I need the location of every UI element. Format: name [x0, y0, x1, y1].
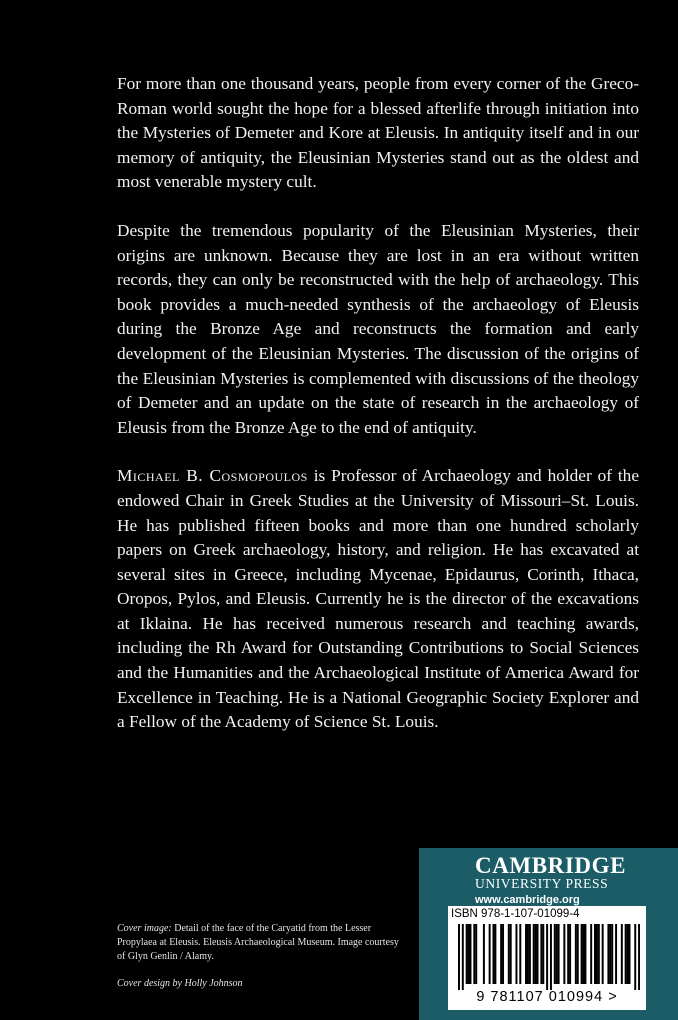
barcode-bar — [556, 924, 558, 984]
barcode-bar — [475, 924, 477, 984]
barcode-bar — [629, 924, 631, 984]
barcode-bar — [542, 924, 544, 984]
barcode-bar — [627, 924, 629, 984]
barcode-bar — [584, 924, 586, 984]
publisher-subname: UNIVERSITY PRESS — [475, 876, 609, 891]
barcode-graphic — [458, 924, 640, 990]
barcode-bar — [537, 924, 539, 984]
barcode-bar — [611, 924, 613, 984]
barcode-bar — [583, 924, 585, 984]
cover-design-text: Cover design by Holly Johnson — [117, 978, 243, 989]
cover-image-text: Detail of the face of the Caryatid from the Lesser Propylaea at Eleusis. Eleusis Archaeological Museum. Image courtesy of Glyn Genlin / Alamy. — [117, 923, 399, 962]
barcode-bar — [554, 924, 556, 984]
cover-image-label: Cover image: — [117, 923, 172, 934]
barcode-bar — [596, 924, 598, 984]
barcode-bar — [535, 924, 537, 984]
barcode-bar — [567, 924, 569, 984]
barcode-bar — [590, 924, 592, 984]
barcode-bar — [625, 924, 627, 984]
author-name: Michael B. Cosmopoulos — [117, 466, 308, 486]
barcode-bar — [527, 924, 529, 984]
barcode-bar — [581, 924, 583, 984]
barcode-bar — [607, 924, 609, 984]
barcode-bar — [473, 924, 475, 984]
barcode-digits: 9 781107 010994 — [476, 989, 604, 1005]
barcode-bar — [550, 924, 552, 990]
barcode-bar — [594, 924, 596, 984]
barcode-bar — [598, 924, 600, 984]
barcode-bar — [621, 924, 623, 984]
barcode-panel — [448, 906, 646, 1010]
blurb-paragraph-1: For more than one thousand years, people from every corner of the Greco-Roman world sought the hope for a blessed afterlife through initiation into the Mysteries of Demeter and Kore at Eleusis. In antiquity itself and in our memory of antiquity, the Eleusinian Mysteries stand out as the oldest and most venerable mystery cult. — [117, 74, 639, 192]
barcode-bar — [458, 924, 460, 990]
cover-image-credit — [117, 922, 407, 964]
barcode-bar — [502, 924, 504, 984]
publisher-panel — [419, 848, 678, 1020]
barcode-bar — [540, 924, 542, 984]
barcode-bar — [533, 924, 535, 984]
publisher-website: www.cambridge.org — [475, 894, 580, 906]
isbn-label: ISBN 978-1-107-01099-4 — [451, 908, 580, 920]
barcode-bars — [458, 924, 640, 990]
barcode-bar — [489, 924, 491, 984]
barcode-bar — [575, 924, 577, 984]
barcode-bar — [558, 924, 560, 984]
barcode-bar — [569, 924, 571, 984]
blurb-paragraph-2: Despite the tremendous popularity of the Eleusinian Mysteries, their origins are unknown. Because they are lost in an era without written records, they can only be reconstructed with the help of archaeology. This book provides a much-needed synthesis of the archaeology of Eleusis during the Bronze Age and reconstructs the formation and early development of the Eleusinian Mysteries. The discussion of the origins of the Eleusinian Mysteries is complemented with discussions of the theology of Demeter and an update on the state of research in the archaeology of Eleusis from the Bronze Age to the end of antiquity. — [117, 220, 639, 437]
author-bio-paragraph — [117, 464, 639, 735]
barcode-bar — [510, 924, 512, 984]
author-bio-text: is Professor of Archaeology and holder of the endowed Chair in Greek Studies at the University of Missouri–St. Louis. He has published fifteen books and more than one hundred scholarly papers on Greek archaeology, history, and religion. He has excavated at several sites in Greece, including Mycenae, Epidaurus, Corinth, Ithaca, Oropos, Pylos, and Eleusis. Currently he is the director of the excavations at Iklaina. He has received numerous research and teaching awards, including the Rh Award for Outstanding Contributions to Social Sciences and the Humanities and the Archaeological Institute of America Award for Excellence in Teaching. He is a National Geographic Society Explorer and a Fellow of the Academy of Science St. Louis. — [117, 466, 639, 732]
barcode-bar — [602, 924, 604, 984]
barcode-bar — [483, 924, 485, 984]
barcode-bar — [466, 924, 468, 984]
barcode-bar — [500, 924, 502, 984]
barcode-bar — [508, 924, 510, 984]
barcode-bar — [609, 924, 611, 984]
barcode-bar — [515, 924, 517, 984]
barcode-bar — [529, 924, 531, 984]
barcode-bar — [492, 924, 494, 984]
barcode-bar — [525, 924, 527, 984]
barcode-bar — [634, 924, 636, 990]
barcode-suffix: > — [608, 989, 618, 1005]
back-cover-blurb — [117, 72, 639, 735]
barcode-bar — [615, 924, 617, 984]
publisher-name: CAMBRIDGE — [475, 853, 627, 878]
barcode-bar — [469, 924, 471, 984]
barcode-bar — [563, 924, 565, 984]
barcode-bar — [462, 924, 464, 990]
barcode-bar — [468, 924, 470, 984]
barcode-bar — [494, 924, 496, 984]
barcode-bar — [519, 924, 521, 984]
cover-design-credit — [117, 977, 407, 991]
cover-credits — [117, 922, 407, 991]
barcode-bar — [546, 924, 548, 990]
barcode-number — [448, 988, 646, 1006]
barcode-bar — [577, 924, 579, 984]
barcode-bar — [638, 924, 640, 990]
